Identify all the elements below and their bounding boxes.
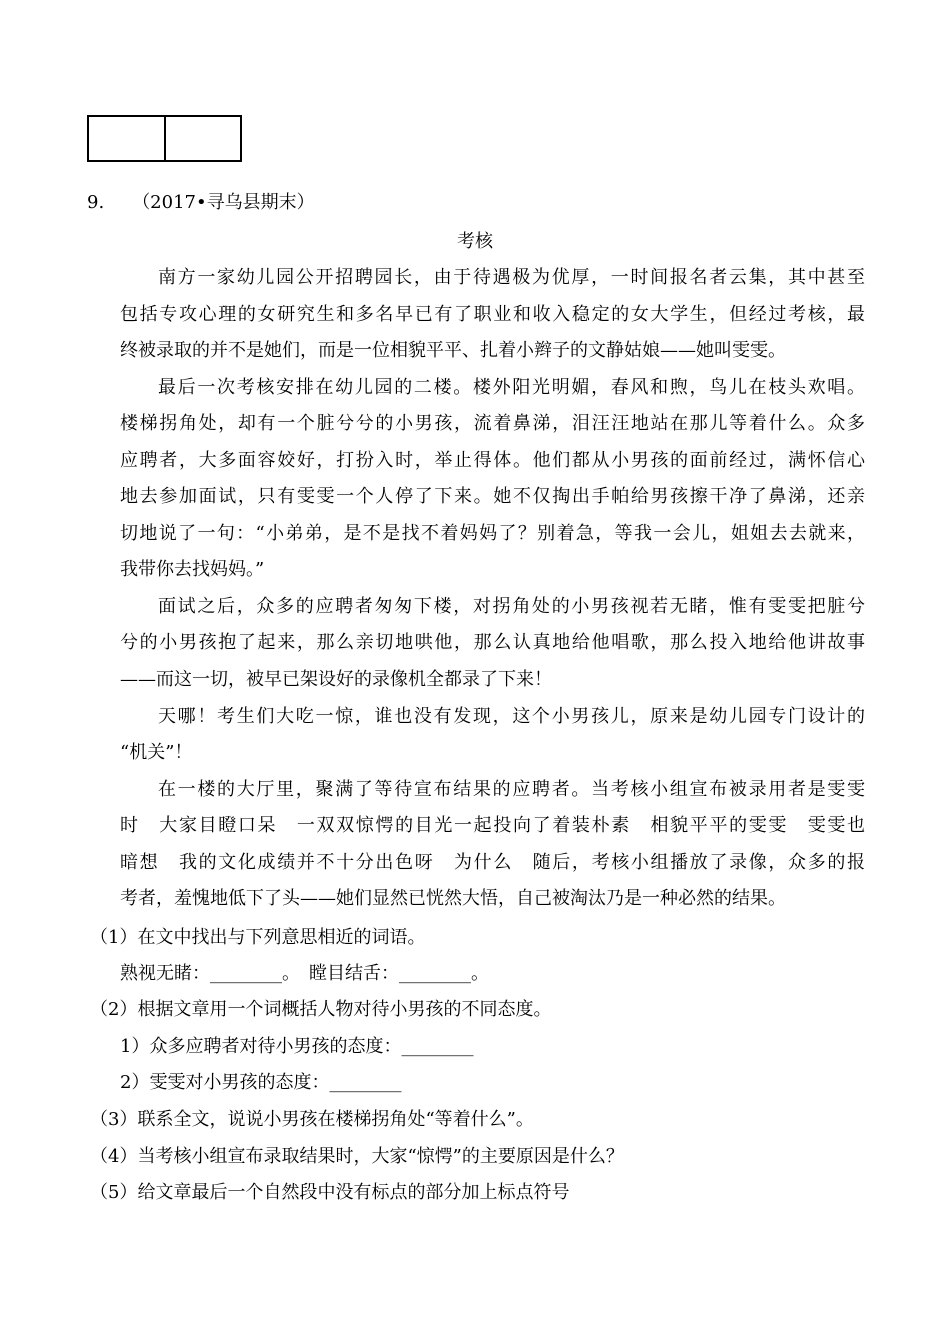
answer-box-cell[interactable]: [164, 117, 241, 160]
sub-question-1: （1）在文中找出与下列意思相近的词语。: [90, 927, 426, 948]
sub-question-2-part-2[interactable]: 2）雯雯对小男孩的态度：________: [120, 1072, 402, 1093]
passage-line: 地去参加面试，只有雯雯一个人停了下来。她不仅掏出手帕给男孩擦干净了鼻涕，还亲: [120, 486, 865, 507]
passage-line: “机关”！: [120, 742, 193, 763]
sub-question-2: （2）根据文章用一个词概括人物对待小男孩的不同态度。: [90, 999, 552, 1020]
passage-line: 天哪！考生们大吃一惊，谁也没有发现，这个小男孩儿，原来是幼儿园专门设计的: [158, 706, 865, 727]
sub-question-5: （5）给文章最后一个自然段中没有标点的部分加上标点符号: [90, 1182, 570, 1203]
passage-line: 在一楼的大厅里，聚满了等待宣布结果的应聘者。当考核小组宣布被录用者是雯雯: [158, 779, 865, 800]
answer-box: [87, 115, 242, 162]
answer-box-cell[interactable]: [89, 117, 164, 160]
passage-line: 面试之后，众多的应聘者匆匆下楼，对拐角处的小男孩视若无睹，惟有雯雯把脏兮: [158, 596, 865, 617]
passage-line: 应聘者，大多面容姣好，打扮入时，举止得体。他们都从小男孩的面前经过，满怀信心: [120, 450, 865, 471]
sub-question-2-part-1[interactable]: 1）众多应聘者对待小男孩的态度：________: [120, 1036, 474, 1057]
passage-line: 最后一次考核安排在幼儿园的二楼。楼外阳光明媚，春风和煦，鸟儿在枝头欢唱。: [158, 377, 865, 398]
passage-title: 考核: [457, 231, 493, 252]
question-header: [87, 191, 315, 215]
passage-line: 包括专攻心理的女研究生和多名早已有了职业和收入稳定的女大学生，但经过考核，最: [120, 304, 865, 325]
passage-line: 楼梯拐角处，却有一个脏兮兮的小男孩，流着鼻涕，泪汪汪地站在那儿等着什么。众多: [120, 413, 865, 434]
question-source: （2017•寻乌县期末）: [132, 192, 315, 213]
question-number: 9.: [87, 192, 105, 213]
passage-line: 切地说了一句：“小弟弟，是不是找不着妈妈了？别着急，等我一会儿，姐姐去去就来，: [120, 523, 865, 544]
passage-line: 我带你去找妈妈。”: [120, 559, 265, 580]
passage-line: 暗想 我的文化成绩并不十分出色呀 为什么 随后，考核小组播放了录像，众多的报: [120, 852, 865, 873]
passage-line: 终被录取的并不是她们，而是一位相貌平平、扎着小辫子的文静姑娘——她叫雯雯。: [120, 340, 786, 361]
passage-line: 考者，羞愧地低下了头——她们显然已恍然大悟，自己被淘汰乃是一种必然的结果。: [120, 888, 786, 909]
passage-line: 南方一家幼儿园公开招聘园长，由于待遇极为优厚，一时间报名者云集，其中甚至: [158, 267, 865, 288]
passage-line: 兮的小男孩抱了起来，那么亲切地哄他，那么认真地给他唱歌，那么投入地给他讲故事: [120, 632, 865, 653]
passage-line: 时 大家目瞪口呆 一双双惊愕的目光一起投向了着装朴素 相貌平平的雯雯 雯雯也: [120, 815, 865, 836]
sub-question-3: （3）联系全文，说说小男孩在楼梯拐角处“等着什么”。: [90, 1109, 534, 1130]
sub-question-1-blanks[interactable]: 熟视无睹：________。 瞠目结舌：________。: [120, 963, 489, 984]
sub-question-4: （4）当考核小组宣布录取结果时，大家“惊愕”的主要原因是什么？: [90, 1146, 624, 1167]
passage-line: ——而这一切，被早已架设好的录像机全都录了下来！: [120, 669, 552, 690]
